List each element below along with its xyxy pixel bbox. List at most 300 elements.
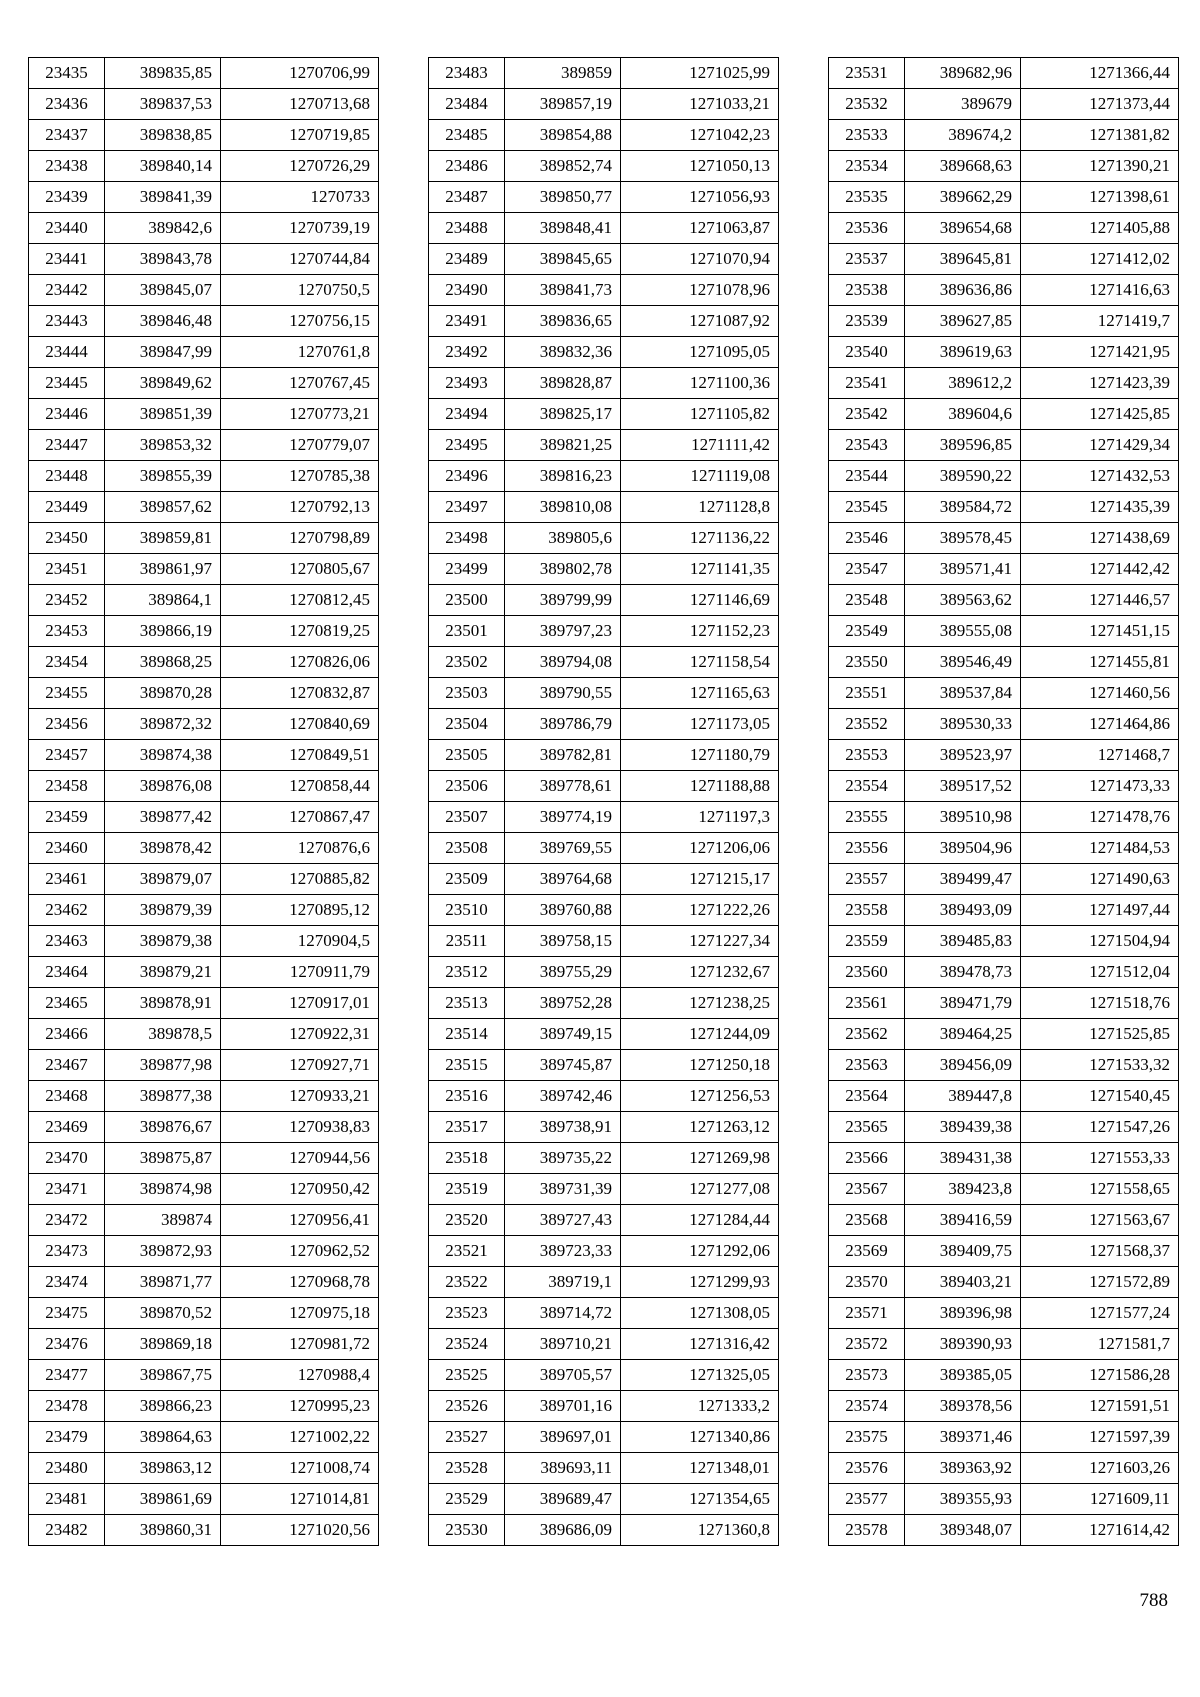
y-coordinate-cell: 1270832,87 [221, 678, 379, 709]
x-coordinate-cell: 389797,23 [505, 616, 621, 647]
x-coordinate-cell: 389555,08 [905, 616, 1021, 647]
x-coordinate-cell: 389786,79 [505, 709, 621, 740]
y-coordinate-cell: 1271432,53 [1021, 461, 1179, 492]
point-number-cell: 23573 [829, 1360, 905, 1391]
x-coordinate-cell: 389760,88 [505, 895, 621, 926]
x-coordinate-cell: 389878,42 [105, 833, 221, 864]
point-number-cell: 23473 [29, 1236, 105, 1267]
x-coordinate-cell: 389409,75 [905, 1236, 1021, 1267]
x-coordinate-cell: 389845,07 [105, 275, 221, 306]
point-number-cell: 23467 [29, 1050, 105, 1081]
point-number-cell: 23459 [29, 802, 105, 833]
x-coordinate-cell: 389769,55 [505, 833, 621, 864]
x-coordinate-cell: 389868,25 [105, 647, 221, 678]
x-coordinate-cell: 389843,78 [105, 244, 221, 275]
point-number-cell: 23498 [429, 523, 505, 554]
table-row [829, 461, 1179, 492]
table-row [29, 1081, 379, 1112]
point-number-cell: 23471 [29, 1174, 105, 1205]
y-coordinate-cell: 1271299,93 [621, 1267, 779, 1298]
y-coordinate-cell: 1271468,7 [1021, 740, 1179, 771]
x-coordinate-cell: 389841,73 [505, 275, 621, 306]
table-row [29, 678, 379, 709]
table-row [829, 1360, 1179, 1391]
point-number-cell: 23436 [29, 89, 105, 120]
table-row [429, 895, 779, 926]
x-coordinate-cell: 389855,39 [105, 461, 221, 492]
y-coordinate-cell: 1271056,93 [621, 182, 779, 213]
point-number-cell: 23572 [829, 1329, 905, 1360]
point-number-cell: 23472 [29, 1205, 105, 1236]
x-coordinate-cell: 389348,07 [905, 1515, 1021, 1546]
y-coordinate-cell: 1270895,12 [221, 895, 379, 926]
table-row [29, 120, 379, 151]
point-number-cell: 23482 [29, 1515, 105, 1546]
point-number-cell: 23551 [829, 678, 905, 709]
y-coordinate-cell: 1271165,63 [621, 678, 779, 709]
point-number-cell: 23503 [429, 678, 505, 709]
y-coordinate-cell: 1270922,31 [221, 1019, 379, 1050]
y-coordinate-cell: 1271438,69 [1021, 523, 1179, 554]
point-number-cell: 23571 [829, 1298, 905, 1329]
table-row [429, 926, 779, 957]
point-number-cell: 23474 [29, 1267, 105, 1298]
table-row [429, 492, 779, 523]
x-coordinate-cell: 389456,09 [905, 1050, 1021, 1081]
point-number-cell: 23564 [829, 1081, 905, 1112]
table-row [829, 213, 1179, 244]
y-coordinate-cell: 1271025,99 [621, 58, 779, 89]
table-row [829, 554, 1179, 585]
table-row [829, 275, 1179, 306]
point-number-cell: 23505 [429, 740, 505, 771]
table-row [829, 833, 1179, 864]
x-coordinate-cell: 389403,21 [905, 1267, 1021, 1298]
y-coordinate-cell: 1270805,67 [221, 554, 379, 585]
y-coordinate-cell: 1271460,56 [1021, 678, 1179, 709]
point-number-cell: 23497 [429, 492, 505, 523]
table-row [829, 895, 1179, 926]
x-coordinate-cell: 389755,29 [505, 957, 621, 988]
x-coordinate-cell: 389875,87 [105, 1143, 221, 1174]
y-coordinate-cell: 1271525,85 [1021, 1019, 1179, 1050]
x-coordinate-cell: 389857,19 [505, 89, 621, 120]
x-coordinate-cell: 389378,56 [905, 1391, 1021, 1422]
table-row [29, 1236, 379, 1267]
x-coordinate-cell: 389778,61 [505, 771, 621, 802]
point-number-cell: 23549 [829, 616, 905, 647]
table-row [29, 523, 379, 554]
y-coordinate-cell: 1271419,7 [1021, 306, 1179, 337]
point-number-cell: 23565 [829, 1112, 905, 1143]
x-coordinate-cell: 389859,81 [105, 523, 221, 554]
x-coordinate-cell: 389879,07 [105, 864, 221, 895]
x-coordinate-cell: 389485,83 [905, 926, 1021, 957]
point-number-cell: 23524 [429, 1329, 505, 1360]
point-number-cell: 23438 [29, 151, 105, 182]
y-coordinate-cell: 1271152,23 [621, 616, 779, 647]
x-coordinate-cell: 389668,63 [905, 151, 1021, 182]
table-row [429, 1050, 779, 1081]
point-number-cell: 23542 [829, 399, 905, 430]
table-row [429, 1112, 779, 1143]
y-coordinate-cell: 1271119,08 [621, 461, 779, 492]
table-row [829, 1484, 1179, 1515]
point-number-cell: 23525 [429, 1360, 505, 1391]
y-coordinate-cell: 1270968,78 [221, 1267, 379, 1298]
point-number-cell: 23512 [429, 957, 505, 988]
table-row [429, 1329, 779, 1360]
point-number-cell: 23451 [29, 554, 105, 585]
table-row [29, 399, 379, 430]
y-coordinate-cell: 1271250,18 [621, 1050, 779, 1081]
point-number-cell: 23491 [429, 306, 505, 337]
table-row [429, 337, 779, 368]
point-number-cell: 23577 [829, 1484, 905, 1515]
y-coordinate-cell: 1271373,44 [1021, 89, 1179, 120]
x-coordinate-cell: 389563,62 [905, 585, 1021, 616]
x-coordinate-cell: 389864,63 [105, 1422, 221, 1453]
x-coordinate-cell: 389710,21 [505, 1329, 621, 1360]
table-row [829, 1112, 1179, 1143]
y-coordinate-cell: 1271547,26 [1021, 1112, 1179, 1143]
y-coordinate-cell: 1271232,67 [621, 957, 779, 988]
point-number-cell: 23435 [29, 58, 105, 89]
y-coordinate-cell: 1270706,99 [221, 58, 379, 89]
point-number-cell: 23578 [829, 1515, 905, 1546]
point-number-cell: 23567 [829, 1174, 905, 1205]
y-coordinate-cell: 1271581,7 [1021, 1329, 1179, 1360]
x-coordinate-cell: 389853,32 [105, 430, 221, 461]
point-number-cell: 23521 [429, 1236, 505, 1267]
x-coordinate-cell: 389832,36 [505, 337, 621, 368]
point-number-cell: 23527 [429, 1422, 505, 1453]
y-coordinate-cell: 1270792,13 [221, 492, 379, 523]
point-number-cell: 23561 [829, 988, 905, 1019]
x-coordinate-cell: 389864,1 [105, 585, 221, 616]
table-row [29, 337, 379, 368]
point-number-cell: 23554 [829, 771, 905, 802]
y-coordinate-cell: 1270750,5 [221, 275, 379, 306]
table-row [829, 368, 1179, 399]
x-coordinate-cell: 389845,65 [505, 244, 621, 275]
table-row [429, 833, 779, 864]
table-row [429, 120, 779, 151]
table-row [429, 1391, 779, 1422]
y-coordinate-cell: 1270733 [221, 182, 379, 213]
table-row [829, 1143, 1179, 1174]
table-row [29, 275, 379, 306]
y-coordinate-cell: 1271100,36 [621, 368, 779, 399]
y-coordinate-cell: 1270819,25 [221, 616, 379, 647]
y-coordinate-cell: 1271325,05 [621, 1360, 779, 1391]
y-coordinate-cell: 1270849,51 [221, 740, 379, 771]
x-coordinate-cell: 389874,38 [105, 740, 221, 771]
table-row [829, 244, 1179, 275]
table-row [29, 58, 379, 89]
point-number-cell: 23537 [829, 244, 905, 275]
table-row [29, 1267, 379, 1298]
table-row [429, 306, 779, 337]
x-coordinate-cell: 389774,19 [505, 802, 621, 833]
x-coordinate-cell: 389752,28 [505, 988, 621, 1019]
point-number-cell: 23550 [829, 647, 905, 678]
point-number-cell: 23502 [429, 647, 505, 678]
x-coordinate-cell: 389504,96 [905, 833, 1021, 864]
point-number-cell: 23509 [429, 864, 505, 895]
table-row [829, 740, 1179, 771]
x-coordinate-cell: 389782,81 [505, 740, 621, 771]
y-coordinate-cell: 1271568,37 [1021, 1236, 1179, 1267]
x-coordinate-cell: 389849,62 [105, 368, 221, 399]
x-coordinate-cell: 389846,48 [105, 306, 221, 337]
table-row [29, 802, 379, 833]
point-number-cell: 23465 [29, 988, 105, 1019]
x-coordinate-cell: 389879,38 [105, 926, 221, 957]
x-coordinate-cell: 389802,78 [505, 554, 621, 585]
table-row [829, 647, 1179, 678]
y-coordinate-cell: 1271609,11 [1021, 1484, 1179, 1515]
point-number-cell: 23510 [429, 895, 505, 926]
table-row [429, 244, 779, 275]
y-coordinate-cell: 1271284,44 [621, 1205, 779, 1236]
point-number-cell: 23443 [29, 306, 105, 337]
table-row [429, 399, 779, 430]
table-row [29, 368, 379, 399]
y-coordinate-cell: 1270798,89 [221, 523, 379, 554]
table-row [829, 709, 1179, 740]
point-number-cell: 23481 [29, 1484, 105, 1515]
x-coordinate-cell: 389877,98 [105, 1050, 221, 1081]
x-coordinate-cell: 389636,86 [905, 275, 1021, 306]
table-row [29, 492, 379, 523]
x-coordinate-cell: 389848,41 [505, 213, 621, 244]
table-row [429, 213, 779, 244]
point-number-cell: 23466 [29, 1019, 105, 1050]
page-number: 788 [1139, 1590, 1168, 1611]
x-coordinate-cell: 389546,49 [905, 647, 1021, 678]
x-coordinate-cell: 389493,09 [905, 895, 1021, 926]
y-coordinate-cell: 1271197,3 [621, 802, 779, 833]
y-coordinate-cell: 1271222,26 [621, 895, 779, 926]
table-row [829, 1515, 1179, 1546]
y-coordinate-cell: 1271063,87 [621, 213, 779, 244]
table-row [429, 461, 779, 492]
table-row [429, 1360, 779, 1391]
y-coordinate-cell: 1271014,81 [221, 1484, 379, 1515]
table-row [429, 182, 779, 213]
point-number-cell: 23506 [429, 771, 505, 802]
point-number-cell: 23464 [29, 957, 105, 988]
y-coordinate-cell: 1270944,56 [221, 1143, 379, 1174]
table-row [829, 957, 1179, 988]
point-number-cell: 23452 [29, 585, 105, 616]
x-coordinate-cell: 389423,8 [905, 1174, 1021, 1205]
point-number-cell: 23458 [29, 771, 105, 802]
table-row [829, 1329, 1179, 1360]
x-coordinate-cell: 389828,87 [505, 368, 621, 399]
y-coordinate-cell: 1270761,8 [221, 337, 379, 368]
point-number-cell: 23556 [829, 833, 905, 864]
table-row [829, 771, 1179, 802]
y-coordinate-cell: 1271490,63 [1021, 864, 1179, 895]
point-number-cell: 23541 [829, 368, 905, 399]
y-coordinate-cell: 1270975,18 [221, 1298, 379, 1329]
point-number-cell: 23566 [829, 1143, 905, 1174]
point-number-cell: 23576 [829, 1453, 905, 1484]
x-coordinate-cell: 389645,81 [905, 244, 1021, 275]
x-coordinate-cell: 389871,77 [105, 1267, 221, 1298]
y-coordinate-cell: 1270726,29 [221, 151, 379, 182]
y-coordinate-cell: 1271333,2 [621, 1391, 779, 1422]
point-number-cell: 23540 [829, 337, 905, 368]
table-row [829, 926, 1179, 957]
point-number-cell: 23485 [429, 120, 505, 151]
y-coordinate-cell: 1271292,06 [621, 1236, 779, 1267]
point-number-cell: 23553 [829, 740, 905, 771]
y-coordinate-cell: 1271095,05 [621, 337, 779, 368]
x-coordinate-cell: 389523,97 [905, 740, 1021, 771]
x-coordinate-cell: 389662,29 [905, 182, 1021, 213]
table-row [29, 1143, 379, 1174]
table-row [429, 1422, 779, 1453]
point-number-cell: 23476 [29, 1329, 105, 1360]
y-coordinate-cell: 1271473,33 [1021, 771, 1179, 802]
point-number-cell: 23455 [29, 678, 105, 709]
table-row [29, 1453, 379, 1484]
table-row [829, 1205, 1179, 1236]
y-coordinate-cell: 1270938,83 [221, 1112, 379, 1143]
y-coordinate-cell: 1271277,08 [621, 1174, 779, 1205]
y-coordinate-cell: 1270904,5 [221, 926, 379, 957]
y-coordinate-cell: 1271158,54 [621, 647, 779, 678]
x-coordinate-cell: 389679 [905, 89, 1021, 120]
y-coordinate-cell: 1271442,42 [1021, 554, 1179, 585]
table-row [29, 1391, 379, 1422]
y-coordinate-cell: 1270840,69 [221, 709, 379, 740]
x-coordinate-cell: 389363,92 [905, 1453, 1021, 1484]
point-number-cell: 23441 [29, 244, 105, 275]
y-coordinate-cell: 1271464,86 [1021, 709, 1179, 740]
x-coordinate-cell: 389861,69 [105, 1484, 221, 1515]
x-coordinate-cell: 389877,38 [105, 1081, 221, 1112]
y-coordinate-cell: 1271390,21 [1021, 151, 1179, 182]
coordinate-table-2 [428, 57, 779, 1546]
x-coordinate-cell: 389794,08 [505, 647, 621, 678]
table-row [429, 585, 779, 616]
y-coordinate-cell: 1271504,94 [1021, 926, 1179, 957]
x-coordinate-cell: 389879,39 [105, 895, 221, 926]
y-coordinate-cell: 1271478,76 [1021, 802, 1179, 833]
table-row [29, 585, 379, 616]
x-coordinate-cell: 389604,6 [905, 399, 1021, 430]
point-number-cell: 23517 [429, 1112, 505, 1143]
y-coordinate-cell: 1271087,92 [621, 306, 779, 337]
x-coordinate-cell: 389837,53 [105, 89, 221, 120]
table-row [429, 368, 779, 399]
table-row [29, 244, 379, 275]
point-number-cell: 23545 [829, 492, 905, 523]
table-row [829, 864, 1179, 895]
table-row [29, 957, 379, 988]
point-number-cell: 23575 [829, 1422, 905, 1453]
y-coordinate-cell: 1271360,8 [621, 1515, 779, 1546]
table-row [829, 492, 1179, 523]
point-number-cell: 23544 [829, 461, 905, 492]
y-coordinate-cell: 1271398,61 [1021, 182, 1179, 213]
coordinate-table-3 [828, 57, 1179, 1546]
y-coordinate-cell: 1271381,82 [1021, 120, 1179, 151]
table-row [429, 771, 779, 802]
y-coordinate-cell: 1271244,09 [621, 1019, 779, 1050]
point-number-cell: 23456 [29, 709, 105, 740]
y-coordinate-cell: 1270779,07 [221, 430, 379, 461]
table-row [829, 616, 1179, 647]
y-coordinate-cell: 1271518,76 [1021, 988, 1179, 1019]
x-coordinate-cell: 389689,47 [505, 1484, 621, 1515]
y-coordinate-cell: 1271136,22 [621, 523, 779, 554]
point-number-cell: 23513 [429, 988, 505, 1019]
point-number-cell: 23475 [29, 1298, 105, 1329]
y-coordinate-cell: 1271416,63 [1021, 275, 1179, 306]
y-coordinate-cell: 1271227,34 [621, 926, 779, 957]
x-coordinate-cell: 389867,75 [105, 1360, 221, 1391]
x-coordinate-cell: 389859 [505, 58, 621, 89]
table-row [29, 89, 379, 120]
x-coordinate-cell: 389863,12 [105, 1453, 221, 1484]
x-coordinate-cell: 389396,98 [905, 1298, 1021, 1329]
table-row [29, 306, 379, 337]
y-coordinate-cell: 1271146,69 [621, 585, 779, 616]
x-coordinate-cell: 389876,08 [105, 771, 221, 802]
table-row [829, 58, 1179, 89]
x-coordinate-cell: 389693,11 [505, 1453, 621, 1484]
point-number-cell: 23534 [829, 151, 905, 182]
y-coordinate-cell: 1270927,71 [221, 1050, 379, 1081]
table-row [829, 1298, 1179, 1329]
y-coordinate-cell: 1270981,72 [221, 1329, 379, 1360]
point-number-cell: 23568 [829, 1205, 905, 1236]
table-row [29, 1050, 379, 1081]
point-number-cell: 23493 [429, 368, 505, 399]
table-row [429, 864, 779, 895]
y-coordinate-cell: 1271412,02 [1021, 244, 1179, 275]
table-row [429, 1081, 779, 1112]
x-coordinate-cell: 389847,99 [105, 337, 221, 368]
x-coordinate-cell: 389879,21 [105, 957, 221, 988]
y-coordinate-cell: 1271421,95 [1021, 337, 1179, 368]
table-row [29, 771, 379, 802]
y-coordinate-cell: 1270911,79 [221, 957, 379, 988]
table-row [829, 1081, 1179, 1112]
point-number-cell: 23507 [429, 802, 505, 833]
table-row [829, 678, 1179, 709]
x-coordinate-cell: 389499,47 [905, 864, 1021, 895]
table-row [29, 1360, 379, 1391]
point-number-cell: 23530 [429, 1515, 505, 1546]
y-coordinate-cell: 1271512,04 [1021, 957, 1179, 988]
point-number-cell: 23487 [429, 182, 505, 213]
x-coordinate-cell: 389654,68 [905, 213, 1021, 244]
table-row [429, 709, 779, 740]
table-row [29, 647, 379, 678]
table-row [429, 1205, 779, 1236]
table-row [29, 1298, 379, 1329]
point-number-cell: 23440 [29, 213, 105, 244]
y-coordinate-cell: 1270767,45 [221, 368, 379, 399]
y-coordinate-cell: 1271263,12 [621, 1112, 779, 1143]
table-row [29, 740, 379, 771]
